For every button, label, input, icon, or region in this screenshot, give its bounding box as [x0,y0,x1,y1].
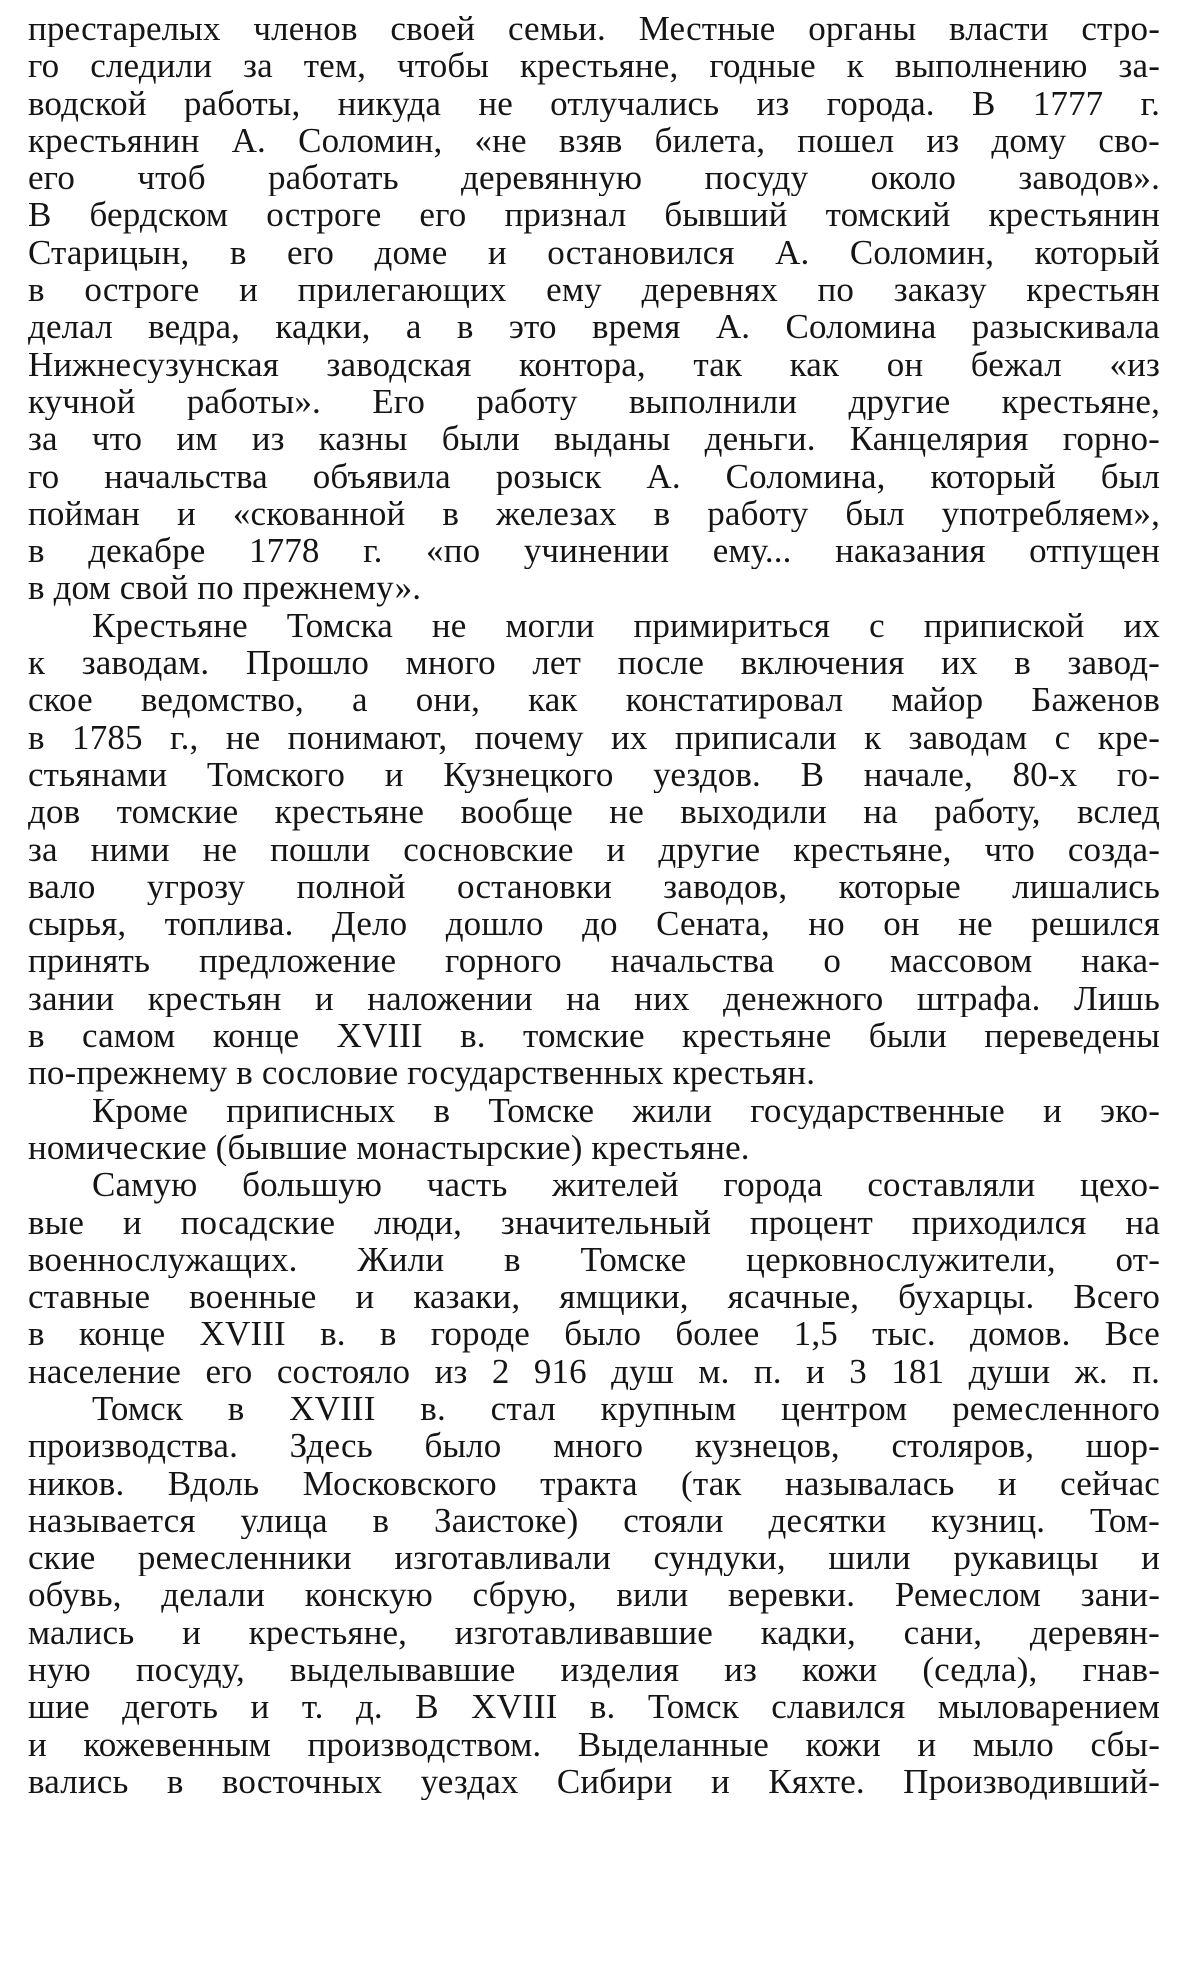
paragraph-5 [28,1390,1160,1800]
text-line: по-прежнему в сословие государственных крестьян. [28,1054,816,1092]
paragraph-1 [28,10,1160,607]
text-line: стьянами Томского и Кузнецкого уездов. В начале, 80-х го- [28,755,1160,794]
book-page [28,10,1160,1800]
text-line: Крестьяне Томска не могли примириться с припиской их [92,606,1160,645]
text-line: ские ремесленники изготавливали сундуки, шили рукавицы и [28,1539,1160,1577]
text-line: номические (бывшие монастырские) крестьяне. [28,1128,750,1167]
text-line: вые и посадские люди, значительный процент приходился на [28,1203,1160,1241]
text-line: вало угрозу полной остановки заводов, которые лишались [28,867,1160,906]
text-line: сырья, топлива. Дело дошло до Сената, но он не решился [28,905,1160,943]
text-line: шие деготь и т. д. В XVIII в. Томск славился мыловарением [28,1688,1160,1726]
text-line: ников. Вдоль Московского тракта (так называлась и сейчас [28,1464,1160,1502]
text-line: Нижнесузунская заводская контора, так как он бежал «из [28,345,1160,383]
text-line: его чтоб работать деревянную посуду около заводов». [28,159,1160,197]
text-line: в 1785 г., не понимают, почему их приписали к заводам с кре- [28,718,1160,756]
text-line: делал ведра, кадки, а в это время А. Соломина разыскивала [28,308,1160,346]
text-line: принять предложение горного начальства о массовом нака- [28,942,1160,980]
text-line: в самом конце XVIII в. томские крестьяне были переведены [28,1017,1160,1055]
text-line: производства. Здесь было много кузнецов, столяров, шор- [28,1427,1160,1465]
text-line: в дом свой по прежнему». [28,569,422,607]
text-line: го следили за тем, чтобы крестьяне, годные к выполнению за- [28,47,1160,85]
text-line: В бердском остроге его признал бывший томский крестьянин [28,196,1160,234]
text-line: к заводам. Прошло много лет после включения их в завод- [28,644,1160,682]
paragraph-3 [28,1092,1160,1167]
paragraph-4 [28,1166,1160,1390]
text-line: вались в восточных уездах Сибири и Кяхте. Производивший- [28,1762,1160,1801]
text-line: Томск в XVIII в. стал крупным центром ремесленного [92,1389,1160,1428]
text-line: мались и крестьяне, изготавливавшие кадки, сани, деревян- [28,1613,1160,1652]
text-line: Кроме приписных в Томске жили государственные и эко- [92,1091,1160,1129]
text-line: престарелых членов своей семьи. Местные органы власти стро- [28,10,1160,48]
text-line: называется улица в Заистоке) стояли десятки кузниц. Том- [28,1501,1160,1540]
text-line: обувь, делали конскую сбрую, вили веревки. Ремеслом зани- [28,1576,1160,1614]
text-line: за что им из казны были выданы деньги. Канцелярия горно- [28,420,1160,458]
text-line: кучной работы». Его работу выполнили другие крестьяне, [28,382,1160,421]
text-line: население его состояло из 2 916 душ м. п. и 3 181 души ж. п. [28,1352,1160,1390]
text-line: ское ведомство, а они, как констатировал майор Баженов [28,681,1160,719]
text-line: в декабре 1778 г. «по учинении ему... наказания отпущен [28,532,1160,570]
paragraph-2 [28,607,1160,1092]
text-line: дов томские крестьяне вообще не выходили на работу, вслед [28,793,1160,831]
text-line: в остроге и прилегающих ему деревнях по заказу крестьян [28,271,1160,309]
text-line: го начальства объявила розыск А. Соломина, который был [28,457,1160,495]
text-line: ную посуду, выделывавшие изделия из кожи (седла), гнав- [28,1651,1160,1689]
text-line: за ними не пошли сосновские и другие крестьяне, что созда- [28,830,1160,868]
text-line: ставные военные и казаки, ямщики, ясачные, бухарцы. Всего [28,1278,1160,1316]
text-line: в конце XVIII в. в городе было более 1,5 тыс. домов. Все [28,1315,1160,1353]
text-line: водской работы, никуда не отлучались из города. В 1777 г. [28,84,1160,122]
text-line: и кожевенным производством. Выделанные кожи и мыло сбы- [28,1725,1160,1763]
text-line: Старицын, в его доме и остановился А. Соломин, который [28,233,1160,272]
text-line: военнослужащих. Жили в Томске церковнослужители, от- [28,1240,1160,1279]
text-line: крестьянин А. Соломин, «не взяв билета, пошел из дому сво- [28,121,1160,160]
text-line: зании крестьян и наложении на них денежного штрафа. Лишь [28,979,1160,1018]
text-line: Самую большую часть жителей города составляли цехо- [92,1166,1160,1204]
text-line: пойман и «скованной в железах в работу был употребляем», [28,494,1160,533]
